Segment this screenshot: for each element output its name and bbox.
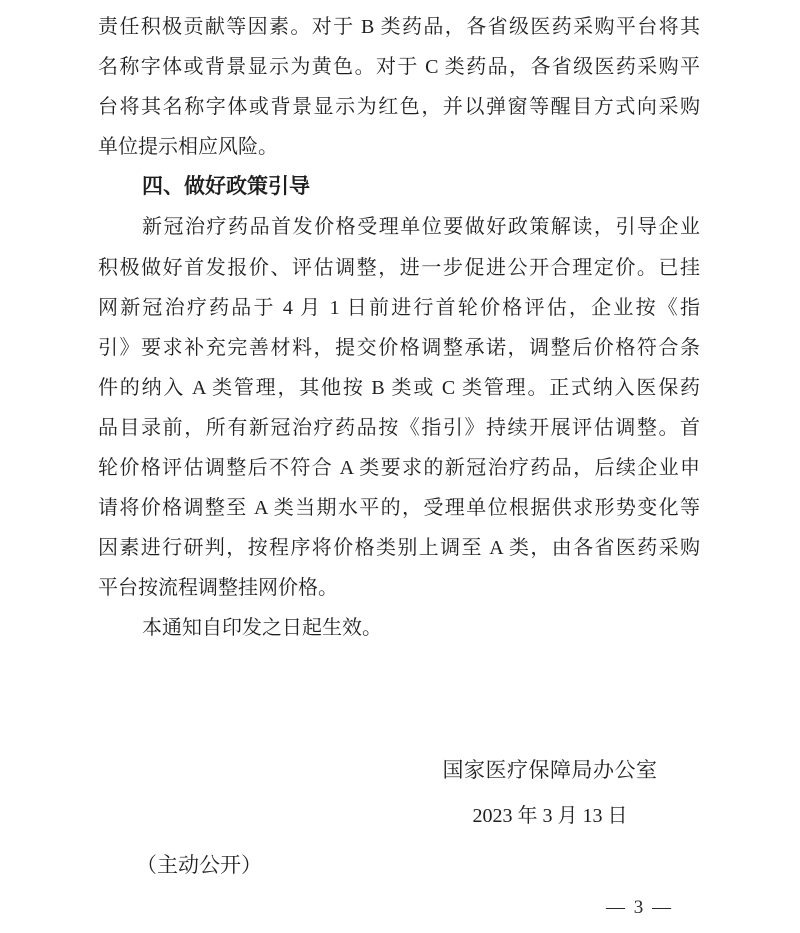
body-line: 本通知自印发之日起生效。 [142,617,382,640]
document-body [98,7,700,649]
signature-issuer: 国家医疗保障局办公室 [442,758,658,782]
body-line: 新冠治疗药品首发价格受理单位要做好政策解读，引导企业 [142,216,700,239]
page-number: — 3 — [606,897,673,918]
body-line: 积极做好首发报价、评估调整，进一步促进公开合理定价。已挂 [98,256,700,279]
body-line: 件的纳入 A 类管理，其他按 B 类或 C 类管理。正式纳入医保药 [98,376,700,399]
signature-date: 2023 年 3 月 13 日 [472,805,628,827]
body-line: 单位提示相应风险。 [98,136,278,159]
disclosure-note: （主动公开） [136,853,262,877]
body-line: 因素进行研判，按程序将价格类别上调至 A 类，由各省医药采购 [98,537,700,560]
body-line: 责任积极贡献等因素。对于 B 类药品，各省级医药采购平台将其 [98,16,700,38]
body-line: 请将价格调整至 A 类当期水平的，受理单位根据供求形势变化等 [98,497,700,520]
section-heading: 四、做好政策引导 [142,175,310,199]
body-line: 引》要求补充完善材料，提交价格调整承诺，调整后价格符合条 [98,336,700,359]
body-line: 台将其名称字体或背景显示为红色，并以弹窗等醒目方式向采购 [98,96,700,119]
body-line: 轮价格评估调整后不符合 A 类要求的新冠治疗药品，后续企业申 [98,457,700,480]
body-line: 名称字体或背景显示为黄色。对于 C 类药品，各省级医药采购平 [98,56,700,79]
body-line: 品目录前，所有新冠治疗药品按《指引》持续开展评估调整。首 [98,416,700,439]
body-line: 平台按流程调整挂网价格。 [98,577,338,600]
signature-block [300,757,800,829]
body-line: 网新冠治疗药品于 4 月 1 日前进行首轮价格评估，企业按《指 [98,296,700,319]
